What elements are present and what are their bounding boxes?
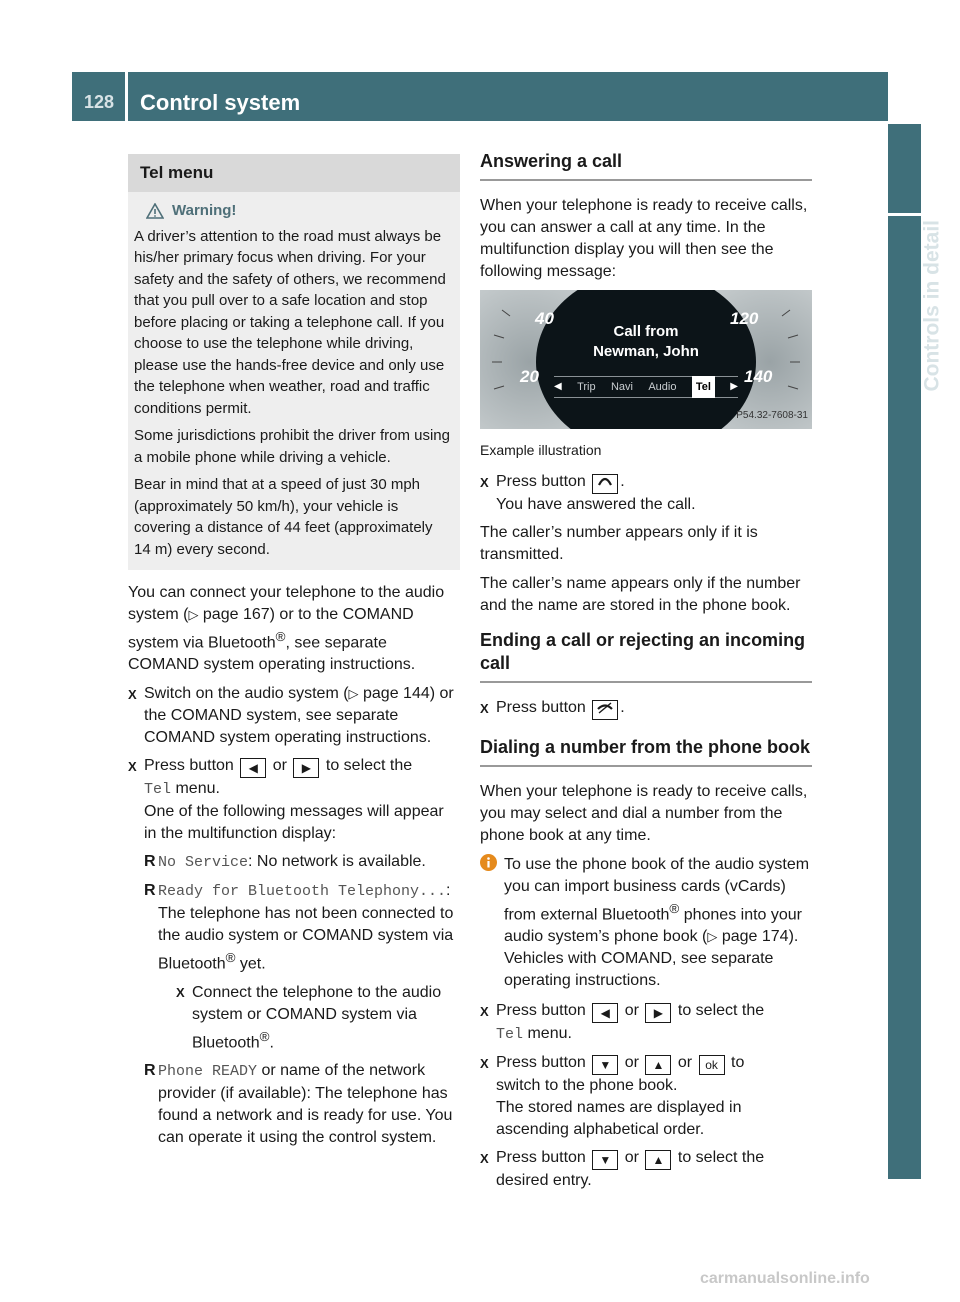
- display-text: No Service: [158, 854, 249, 872]
- warning-box: [128, 192, 460, 570]
- paragraph: When your telephone is ready to receive calls, you may select and dial a number from the phone book at any time.: [480, 783, 808, 844]
- page-reference[interactable]: page 174: [721, 928, 789, 946]
- up-arrow-button-icon: ▲: [645, 1055, 671, 1075]
- left-arrow-button-icon: ◀: [592, 1003, 618, 1023]
- section-title-answering: Answering a call: [480, 150, 812, 181]
- speed-label: 20: [520, 367, 539, 386]
- display-menu-bar: [554, 376, 738, 398]
- list-item: R No Service: No network is available.: [144, 851, 460, 874]
- ref-arrow-icon: ▷: [707, 929, 718, 945]
- step-marker: X: [480, 1056, 489, 1072]
- instruction-step: X Press button ◀ or ▶ to select the Tel menu. One of the following messages will appear in the multifunction display:: [128, 755, 460, 845]
- paragraph: The caller’s name appears only if the number and the name are stored in the phone book.: [480, 575, 801, 614]
- bullet-marker: R: [144, 853, 156, 871]
- display-call-from: Call from: [613, 323, 679, 340]
- warning-text: Some jurisdictions prohibit the driver from using a mobile phone while driving a vehicle.: [134, 427, 450, 466]
- down-arrow-button-icon: ▼: [592, 1150, 618, 1170]
- instruction-step: X Press button ▼ or ▲ to select the desired entry.: [480, 1147, 812, 1192]
- phone-hangup-icon: [592, 700, 618, 720]
- right-column: [480, 150, 812, 1198]
- display-text-tel: Tel: [496, 1026, 524, 1044]
- figure-caption: Example illustration: [480, 442, 602, 458]
- right-arrow-button-icon: ▶: [645, 1003, 671, 1023]
- speed-label: 120: [730, 309, 759, 328]
- list-item: R Phone READY or name of the network provider (if available): The telephone has found a network and is ready for use. You can operate it using the control system.: [144, 1060, 460, 1149]
- list-item: R Ready for Bluetooth Telephony...: The telephone has not been connected to the audio system or COMAND system via Bluetooth® yet.: [144, 880, 460, 975]
- display-illustration: [480, 290, 812, 429]
- step-marker: X: [128, 687, 137, 703]
- right-arrow-button-icon: ▶: [293, 758, 319, 778]
- bullet-marker: R: [144, 1061, 156, 1079]
- ref-arrow-icon: ▷: [348, 686, 359, 702]
- display-text: Ready for Bluetooth Telephony...: [158, 883, 447, 901]
- down-arrow-button-icon: ▼: [592, 1055, 618, 1075]
- page-reference[interactable]: page 144: [363, 685, 430, 703]
- ok-button-icon: ok: [699, 1055, 725, 1075]
- left-arrow-button-icon: ◀: [240, 758, 266, 778]
- header-divider: [125, 72, 128, 121]
- side-tab-label: Controls in detail: [921, 220, 944, 392]
- ref-arrow-icon: ▷: [188, 607, 199, 622]
- step-marker: X: [480, 475, 489, 490]
- menu-item-trip: Trip: [577, 381, 596, 393]
- instruction-step: X Press button ▼ or ▲ or ok to switch to the phone book. The stored names are displayed in ascending alphabetical order.: [480, 1052, 812, 1141]
- bullet-marker: R: [144, 882, 156, 900]
- side-tab-marker: [888, 124, 921, 216]
- phone-pickup-icon: [592, 474, 618, 494]
- menu-item-tel: Tel: [692, 376, 715, 398]
- display-text: Phone READY: [158, 1062, 258, 1080]
- warning-text: A driver’s attention to the road must always be his/her primary focus when driving. For your safety and the safety of others, we recommend that you pull over to a safe location and stop before placing or taking a telephone call. If you choose to use the telephone while driving, please use the hands-free device and only use the telephone when weather, road and traffic conditions permit.: [134, 227, 446, 417]
- warning-triangle-icon: [146, 203, 164, 219]
- step-marker: X: [128, 759, 137, 775]
- intro-paragraph: You can connect your telephone to the audio system (▷ page 167) or to the COMAND system via Bluetooth®, see separate COMAND system operating instructions.: [128, 584, 445, 674]
- info-note: To use the phone book of the audio system you can import business cards (vCards) from external Bluetooth® phones into your audio system’s phone book (▷ page 174). Vehicles with COMAND, see separate operating instructions.: [480, 854, 812, 992]
- step-marker: X: [480, 701, 489, 716]
- menu-right-arrow-icon: ▶: [730, 381, 738, 392]
- side-tab: [888, 124, 944, 1179]
- warning-title: Warning!: [172, 202, 237, 219]
- info-icon: [480, 854, 497, 871]
- speed-label: 140: [744, 367, 773, 386]
- instruction-step: X Press button ◀ or ▶ to select the Tel menu.: [480, 1000, 812, 1046]
- up-arrow-button-icon: ▲: [645, 1150, 671, 1170]
- page-title: Control system: [140, 90, 301, 115]
- image-code: P54.32-7608-31: [736, 410, 808, 421]
- menu-item-navi: Navi: [610, 381, 633, 393]
- warning-text: Bear in mind that at a speed of just 30 mph (approximately 50 km/h), your vehicle is covering a distance of 44 feet (approximately 14 m) every second.: [134, 476, 433, 558]
- speed-label: 40: [535, 309, 554, 328]
- instruction-step: X Press button .: [480, 697, 812, 720]
- section-title-ending-call: Ending a call or rejecting an incoming call: [480, 629, 812, 683]
- display-caller-name: Newman, John: [593, 343, 699, 360]
- section-title-tel-menu: Tel menu: [128, 154, 460, 192]
- left-column: [128, 150, 460, 1155]
- menu-left-arrow-icon: ◀: [554, 381, 562, 392]
- paragraph: When your telephone is ready to receive calls, you can answer a call at any time. In the multifunction display you will then see the following message:: [480, 197, 808, 280]
- watermark: carmanualsonline.info: [700, 1270, 870, 1287]
- instruction-substep: X Connect the telephone to the audio system or COMAND system via Bluetooth®.: [176, 982, 460, 1054]
- menu-item-audio: Audio: [648, 381, 677, 393]
- instruction-step: X Press button . You have answered the call.: [480, 471, 812, 516]
- page-header: [72, 72, 888, 121]
- display-text-tel: Tel: [144, 781, 172, 799]
- instruction-step: X Switch on the audio system (▷ page 144) or the COMAND system, see separate COMAND system operating instructions.: [128, 683, 460, 749]
- page-reference[interactable]: page 167: [202, 606, 270, 623]
- step-marker: X: [176, 984, 185, 1000]
- step-marker: X: [480, 1004, 489, 1020]
- paragraph: The caller’s number appears only if it is transmitted.: [480, 524, 758, 563]
- section-title-dialing: Dialing a number from the phone book: [480, 736, 812, 767]
- page-number: 128: [84, 92, 115, 112]
- step-marker: X: [480, 1151, 489, 1167]
